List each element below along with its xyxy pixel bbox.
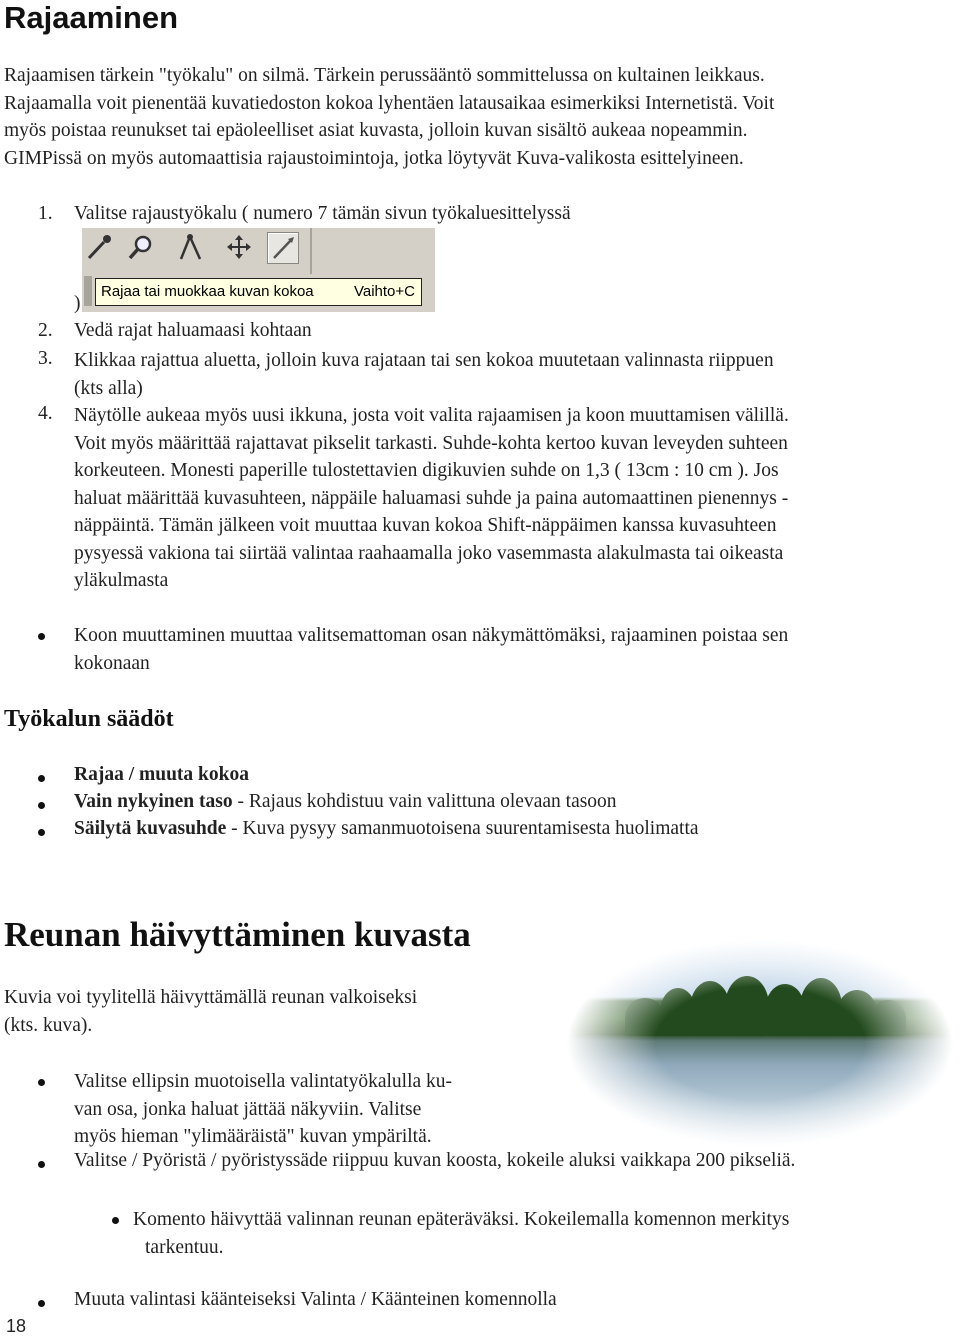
toolbar-divider	[310, 228, 312, 274]
tooltip-shortcut: Vaihto+C	[353, 283, 415, 300]
setting-desc: - Rajaus kohdistuu vain valittuna olevaan tasoon	[232, 791, 617, 812]
fade-intro-line: (kts. kuva).	[4, 1014, 93, 1036]
magnify-icon	[126, 232, 156, 262]
intro-line: myös poistaa reunukset tai epäoleelliset asiat kuvasta, jolloin kuvan sisältö aukeaa nopeammin.	[4, 120, 748, 141]
intro-line: GIMPissä on myös automaattisia rajaustoimintoja, jotka löytyvät Kuva-valikosta esittelyineen.	[4, 147, 744, 169]
fade-intro-line: Kuvia voi tyylitellä häivyttämällä reunan valkoiseksi	[4, 987, 418, 1008]
step-4-line: korkeuteen. Monesti paperille tulostettavien digikuvien suhde on 1,3 ( 13cm : 10 cm ). Jos	[74, 460, 779, 481]
step-4-line: näppäintä. Tämän jälkeen voit muuttaa kuvan kokoa Shift-näppäimen kanssa kuvasuhteen	[74, 515, 777, 536]
crop-tool-icon	[267, 232, 299, 264]
step-1-number: 1.	[38, 203, 53, 224]
tooltip	[95, 278, 422, 306]
setting-desc: - Kuva pysyy samanmuotoisena suurentamisesta huolimatta	[226, 818, 699, 839]
step-4-number: 4.	[38, 403, 53, 424]
step-3-text	[74, 347, 774, 402]
setting-name: Säilytä kuvasuhde	[74, 818, 227, 839]
intro-line: Rajaamisen tärkein "työkalu" on silmä. Tärkein perussääntö sommittelussa on kultainen leikkaus.	[4, 65, 765, 86]
section-heading-edge-fade: Reunan häivyttäminen kuvasta	[4, 915, 471, 954]
tooltip-label: Rajaa tai muokkaa kuvan kokoa	[101, 283, 314, 300]
bullet-dot	[38, 633, 45, 640]
fade-bullet-2: Valitse / Pyöristä / pyöristyssäde riippuu kuvan koosta, kokeile aluksi vaikkapa 200 pikseliä.	[74, 1150, 796, 1171]
setting-item	[74, 818, 699, 840]
intro-paragraph	[4, 62, 774, 172]
page-title: Rajaaminen	[4, 0, 179, 35]
step-4-text	[74, 402, 789, 595]
bullet-dot	[38, 775, 45, 782]
page-number: 18	[6, 1316, 27, 1336]
step-3-line: Klikkaa rajattua aluetta, jolloin kuva rajataan tai sen kokoa muutetaan valinnasta riippuen	[74, 350, 774, 371]
step-3-line: (kts alla)	[74, 377, 143, 399]
setting-item	[74, 791, 617, 813]
color-picker-icon	[84, 232, 114, 262]
intro-line: Rajaamalla voit pienentää kuvatiedoston kokoa lyhentäen latausaikaa esimerkiksi Internetistä. Voit	[4, 92, 775, 114]
step-2-text: Vedä rajat haluamaasi kohtaan	[74, 320, 312, 341]
fade-bullet-3	[133, 1206, 789, 1261]
step-1-text: Valitse rajaustyökalu ( numero 7 tämän sivun työkaluesittelyssä	[74, 203, 571, 224]
move-icon	[224, 232, 254, 262]
toolbar-screenshot	[82, 228, 435, 312]
fade-bullet-line: Komento häivyttää valinnan reunan epäteräväksi. Kokeilemalla komennon merkitys	[133, 1209, 790, 1230]
fade-bullet-line: myös hieman "ylimääräistä" kuvan ympäriltä.	[74, 1126, 432, 1147]
step-1-close: )	[74, 293, 81, 314]
measure-icon	[176, 232, 206, 262]
step-4-line: yläkulmasta	[74, 570, 169, 591]
bullet-dot	[38, 829, 45, 836]
fade-bullet-line: tarkentuu.	[145, 1236, 224, 1258]
fade-bullet-1	[74, 1068, 452, 1151]
bullet-dot	[112, 1217, 119, 1224]
fade-bullet-4: Muuta valintasi käänteiseksi Valinta / Käänteinen komennolla	[74, 1289, 557, 1310]
bullet-dot	[38, 802, 45, 809]
toolbar-edge	[84, 276, 92, 306]
setting-item	[74, 764, 249, 786]
step-2-number: 2.	[38, 320, 53, 341]
step-4-line: pysyessä vakiona tai siirtää valintaa raahaamalla joko vasemmasta alakulmasta tai oikeasta	[74, 542, 784, 564]
setting-name: Vain nykyinen taso	[74, 791, 233, 812]
lake-photo	[565, 938, 955, 1148]
step-4-line: haluat määrittää kuvasuhteen, näppäile haluamasi suhde ja paina automaattinen pienennys -	[74, 487, 789, 509]
step-3-number: 3.	[38, 348, 53, 369]
bullet-dot	[38, 1079, 45, 1086]
fade-bullet-line: Valitse ellipsin muotoisella valintatyökalulla ku-	[74, 1071, 453, 1092]
fade-intro	[4, 984, 417, 1039]
resize-line: kokonaan	[74, 652, 150, 674]
resize-line: Koon muuttaminen muuttaa valitsemattoman osan näkymättömäksi, rajaaminen poistaa sen	[74, 625, 789, 646]
bullet-dot	[38, 1161, 45, 1168]
bullet-dot	[38, 1300, 45, 1307]
resize-bullet-text	[74, 622, 788, 677]
step-4-line: Voit myös määrittää rajattavat pikselit tarkasti. Suhde-kohta kertoo kuvan leveyden suhteen	[74, 432, 788, 454]
setting-name: Rajaa / muuta kokoa	[74, 764, 249, 785]
fade-bullet-line: van osa, jonka haluat jättää näkyviin. Valitse	[74, 1098, 422, 1120]
step-4-line: Näytölle aukeaa myös uusi ikkuna, josta voit valita rajaamisen ja koon muuttamisen välillä.	[74, 405, 789, 426]
section-heading-tool-settings: Työkalun säädöt	[4, 706, 174, 732]
